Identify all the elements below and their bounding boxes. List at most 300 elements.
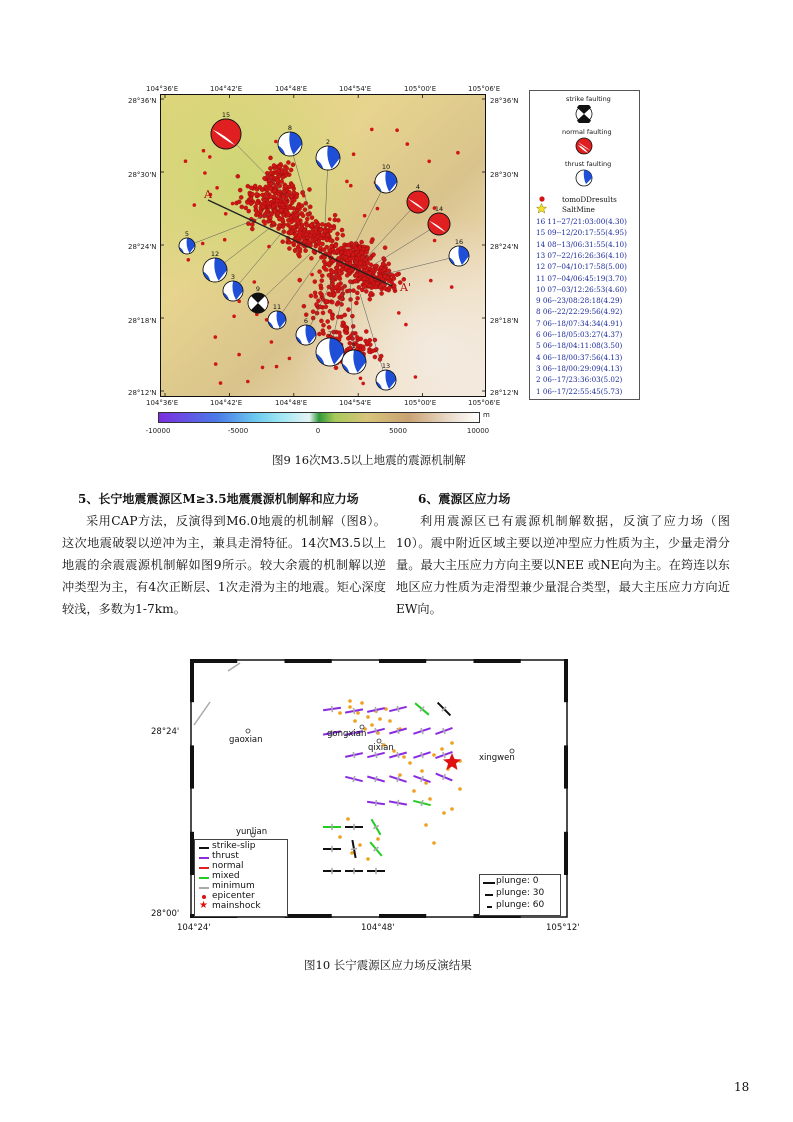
aftershock-dot <box>326 222 330 226</box>
aftershock-dot <box>333 275 337 279</box>
lon-tick-bot-1: 104°36'E <box>146 399 179 407</box>
aftershock-dot <box>238 188 242 192</box>
aftershock-dot <box>368 343 372 347</box>
aftershock-dot <box>381 262 385 266</box>
aftershock-dot <box>309 294 313 298</box>
aftershock-dot <box>293 233 297 237</box>
section5-title: 5、长宁地震震源区M≥3.5地震震源机制解和应力场 <box>78 492 359 506</box>
plunge-0: plunge: 0 <box>496 876 539 886</box>
aftershock-dot <box>276 211 280 215</box>
aftershock-dot <box>350 314 354 318</box>
epicenter-dot <box>388 719 392 723</box>
aftershock-dot <box>324 299 328 303</box>
aftershock-dot <box>404 323 408 327</box>
epicenter-dot <box>420 769 424 773</box>
aftershock-dot <box>258 209 262 213</box>
legend-tomo-dot <box>538 195 546 203</box>
aftershock-dot <box>334 244 338 248</box>
aftershock-dot <box>335 237 339 241</box>
epicenter-dot <box>366 715 370 719</box>
figure10 <box>150 655 590 945</box>
aftershock-dot <box>193 203 197 207</box>
aftershock-dot <box>289 194 293 198</box>
aftershock-dot <box>345 180 349 184</box>
epicenter-dot <box>450 807 454 811</box>
aftershock-dot <box>289 230 293 234</box>
lon-tick-top-1: 104°36'E <box>146 85 179 93</box>
aftershock-dot <box>360 240 364 244</box>
epicenter-dot <box>432 753 436 757</box>
lat-tick-left-3: 28°24'N <box>128 243 157 251</box>
aftershock-dot <box>309 256 313 260</box>
aftershock-dot <box>275 365 279 369</box>
aftershock-dot <box>348 257 352 261</box>
aftershock-dot <box>295 195 299 199</box>
aftershock-dot <box>355 335 359 339</box>
aftershock-dot <box>361 347 365 351</box>
aftershock-dot <box>307 187 311 191</box>
colorbar-tick-3: 0 <box>315 427 321 435</box>
aftershock-dot <box>392 284 396 288</box>
aftershock-dot <box>361 382 365 386</box>
beachball-number: 6 <box>303 317 309 325</box>
aftershock-dot <box>219 381 223 385</box>
aftershock-dot <box>232 315 236 319</box>
aftershock-dot <box>187 258 191 262</box>
lon-tick-105-12: 105°12' <box>546 923 580 933</box>
epicenter-dot <box>358 843 362 847</box>
aftershock-dot <box>319 319 323 323</box>
aftershock-dot <box>307 240 311 244</box>
aftershock-dot <box>325 245 329 249</box>
aftershock-dot <box>371 349 375 353</box>
aftershock-dot <box>253 280 257 284</box>
aftershock-dot <box>292 190 296 194</box>
legend-epicenter-swatch <box>202 895 206 899</box>
beachball-number: 3 <box>230 273 236 281</box>
lat-tick-left-4: 28°18'N <box>128 317 157 325</box>
aftershock-dot <box>313 291 317 295</box>
epicenter-dot <box>356 711 360 715</box>
epicenter-dot <box>458 787 462 791</box>
aftershock-dot <box>320 274 324 278</box>
lat-tick-left-2: 28°30'N <box>128 171 157 179</box>
aftershock-dot <box>323 229 327 233</box>
aftershock-dot <box>332 293 336 297</box>
aftershock-dot <box>314 219 318 223</box>
aftershock-dot <box>318 270 322 274</box>
legend-event-row: 13 07--22/16:26:36(4.10) <box>536 250 627 260</box>
aftershock-dot <box>330 270 334 274</box>
aftershock-dot <box>311 310 315 314</box>
aftershock-dot <box>255 201 259 205</box>
aftershock-dot <box>201 242 205 246</box>
legend-event-row: 12 07--04/10:17:58(5.00) <box>536 262 627 272</box>
aftershock-dot <box>317 332 321 336</box>
aftershock-dot <box>203 171 207 175</box>
aftershock-dot <box>298 247 302 251</box>
aftershock-dot <box>354 279 358 283</box>
aftershock-dot <box>253 184 257 188</box>
legend-event-row: 6 06--18/05:03:27(4.37) <box>536 330 623 339</box>
legend-event-row: 15 09--12/20:17:55(4.95) <box>536 228 627 238</box>
aftershock-dot <box>360 256 364 260</box>
aftershock-dot <box>351 289 355 293</box>
legend-event-row: 4 06--18/00:37:56(4.13) <box>536 352 623 362</box>
aftershock-dot <box>266 219 270 223</box>
town-gongxian: gongxian <box>327 729 367 739</box>
lon-tick-top-4: 104°54'E <box>339 85 372 93</box>
aftershock-dot <box>301 214 305 218</box>
aftershock-dot <box>278 217 282 221</box>
aftershock-dot <box>379 354 383 358</box>
aftershock-dot <box>279 208 283 212</box>
aftershock-dot <box>274 183 278 187</box>
aftershock-dot <box>261 366 265 370</box>
aftershock-dot <box>370 268 374 272</box>
aftershock-dot <box>327 261 331 265</box>
aftershock-dot <box>395 273 399 277</box>
aftershock-dot <box>304 233 308 237</box>
colorbar-tick-4: 5000 <box>389 427 407 435</box>
legend-strike-label: strike faulting <box>566 95 611 103</box>
aftershock-dot <box>360 251 364 255</box>
aftershock-dot <box>284 184 288 188</box>
aftershock-dot <box>298 233 302 237</box>
aftershock-dot <box>362 276 366 280</box>
aftershock-dot <box>318 241 322 245</box>
aftershock-dot <box>208 155 212 159</box>
aftershock-dot <box>347 251 351 255</box>
aftershock-dot <box>231 202 235 206</box>
beachball-number: 2 <box>325 138 331 146</box>
aftershock-dot <box>334 285 338 289</box>
aftershock-dot <box>310 230 314 234</box>
aftershock-dot <box>383 274 387 278</box>
legend-event-row: 9 06--23/08:28:18(4.29) <box>536 296 623 306</box>
aftershock-dot <box>281 175 285 179</box>
lon-tick-top-5: 105°00'E <box>404 85 437 93</box>
aftershock-dot <box>335 302 339 306</box>
aftershock-dot <box>332 330 336 334</box>
lat-tick-28-00: 28°00' <box>151 909 180 919</box>
aftershock-dot <box>290 183 294 187</box>
aftershock-dot <box>293 249 297 253</box>
aftershock-dot <box>245 200 249 204</box>
aftershock-dot <box>250 227 254 231</box>
lon-tick-bot-6: 105°06'E <box>468 399 501 407</box>
page-number: 18 <box>734 1080 750 1094</box>
aftershock-dot <box>338 277 342 281</box>
aftershock-dot <box>318 291 322 295</box>
aftershock-dot <box>280 179 284 183</box>
stress-bar-minimum <box>398 800 399 806</box>
stress-bar-minimum <box>351 849 357 850</box>
aftershock-dot <box>321 311 325 315</box>
lon-tick-top-2: 104°42'E <box>210 85 243 93</box>
aftershock-dot <box>223 238 227 242</box>
legend-thrust-swatch <box>199 857 209 859</box>
aftershock-dot <box>269 176 273 180</box>
legend-event-row: 2 06--17/23:36:03(5.02) <box>536 375 623 385</box>
aftershock-dot <box>215 186 219 190</box>
legend-thrust-label: thrust faulting <box>565 160 612 168</box>
aftershock-dot <box>269 171 273 175</box>
aftershock-dot <box>328 229 332 233</box>
legend-event-row: 8 06--22/22:29:56(4.92) <box>536 307 623 317</box>
aftershock-dot <box>335 249 339 253</box>
aftershock-dot <box>343 313 347 317</box>
colorbar-unit: m <box>483 411 490 419</box>
aftershock-dot <box>433 239 437 243</box>
epicenter-dot <box>378 717 382 721</box>
aftershock-dot <box>270 340 274 344</box>
aftershock-dot <box>369 278 373 282</box>
aftershock-dot <box>214 335 218 339</box>
aftershock-dot <box>336 218 340 222</box>
aftershock-dot <box>300 223 304 227</box>
aftershock-dot <box>304 249 308 253</box>
lat-tick-left-5: 28°12'N <box>128 389 157 397</box>
aftershock-dot <box>326 319 330 323</box>
aftershock-dot <box>379 284 383 288</box>
figure10-caption: 图10 长宁震源区应力场反演结果 <box>304 958 472 972</box>
beachball-number: 9 <box>255 285 261 293</box>
aftershock-dot <box>368 297 372 301</box>
aftershock-dot <box>364 329 368 333</box>
stress-bar-minimum <box>332 706 333 712</box>
aftershock-dot <box>328 238 332 242</box>
aftershock-dot <box>352 152 356 156</box>
aftershock-dot <box>310 216 314 220</box>
aftershock-dot <box>429 279 433 283</box>
aftershock-dot <box>214 362 218 366</box>
aftershock-dot <box>456 151 460 155</box>
epicenter-dot <box>424 823 428 827</box>
aftershock-dot <box>250 192 254 196</box>
aftershock-dot <box>326 233 330 237</box>
epicenter-dot <box>432 841 436 845</box>
lon-tick-bot-2: 104°42'E <box>210 399 243 407</box>
aftershock-dot <box>255 192 259 196</box>
aftershock-dot <box>263 222 267 226</box>
aftershock-dot <box>296 205 300 209</box>
legend-strike-slip: strike-slip <box>212 841 256 851</box>
legend-event-row: 3 06--18/00:29:09(4.13) <box>536 363 623 373</box>
aftershock-dot <box>370 240 374 244</box>
aftershock-dot <box>281 240 285 244</box>
beachball-number: 8 <box>287 124 293 132</box>
aftershock-dot <box>292 225 296 229</box>
aftershock-dot <box>450 285 454 289</box>
aftershock-dot <box>363 214 367 218</box>
aftershock-dot <box>351 324 355 328</box>
legend-normal-label: normal faulting <box>562 128 612 136</box>
aftershock-dot <box>346 308 350 312</box>
aftershock-dot <box>369 263 373 267</box>
town-yunlian: yunlian <box>236 827 268 837</box>
legend-normal-swatch <box>199 867 209 869</box>
aftershock-dot <box>327 325 331 329</box>
aftershock-dot <box>266 201 270 205</box>
stress-bar-minimum <box>354 708 355 714</box>
profile-label-a-prime: A' <box>400 281 411 294</box>
aftershock-dot <box>303 240 307 244</box>
aftershock-dot <box>369 291 373 295</box>
aftershock-dot <box>392 276 396 280</box>
legend-minimum-swatch <box>199 887 209 889</box>
town-qixian: qixian <box>368 743 394 753</box>
lat-tick-right-5: 28°12'N <box>490 389 519 397</box>
aftershock-dot <box>291 163 295 167</box>
aftershock-dot <box>268 156 272 160</box>
aftershock-dot <box>313 280 317 284</box>
lat-tick-left-1: 28°36'N <box>128 97 157 105</box>
aftershock-dot <box>300 204 304 208</box>
aftershock-dot <box>414 375 418 379</box>
aftershock-dot <box>339 246 343 250</box>
lat-tick-right-1: 28°36'N <box>490 97 519 105</box>
aftershock-dot <box>322 259 326 263</box>
aftershock-dot <box>280 203 284 207</box>
aftershock-dot <box>346 243 350 247</box>
aftershock-dot <box>371 253 375 257</box>
legend-event-row: 14 08--13/06:31:55(4.10) <box>536 239 627 249</box>
aftershock-dot <box>239 195 243 199</box>
aftershock-dot <box>328 293 332 297</box>
aftershock-dot <box>365 250 369 254</box>
aftershock-dot <box>288 357 292 361</box>
aftershock-dot <box>287 212 291 216</box>
aftershock-dot <box>295 219 299 223</box>
legend-strike-ball <box>575 105 593 123</box>
aftershock-dot <box>291 241 295 245</box>
epicenter-dot <box>428 797 432 801</box>
aftershock-dot <box>374 285 378 289</box>
aftershock-dot <box>340 293 344 297</box>
aftershock-dot <box>349 184 353 188</box>
aftershock-dot <box>277 165 281 169</box>
aftershock-dot <box>334 366 338 370</box>
aftershock-dot <box>287 246 291 250</box>
aftershock-dot <box>349 297 353 301</box>
elevation-colorbar <box>158 412 480 423</box>
legend-thrust-ball <box>575 169 593 187</box>
lon-tick-top-3: 104°48'E <box>275 85 308 93</box>
legend-minimum: minimum <box>212 881 255 891</box>
aftershock-dot <box>319 228 323 232</box>
aftershock-dot <box>364 289 368 293</box>
aftershock-dot <box>202 149 206 153</box>
aftershock-dot <box>320 222 324 226</box>
aftershock-dot <box>287 190 291 194</box>
beachball-number: 1 <box>351 342 357 350</box>
epicenter-dot <box>338 835 342 839</box>
legend-event-row: 10 07--03/12:26:53(4.60) <box>536 284 627 294</box>
aftershock-dot <box>308 205 312 209</box>
aftershock-dot <box>328 217 332 221</box>
aftershock-dot <box>303 208 307 212</box>
aftershock-dot <box>345 328 349 332</box>
aftershock-dot <box>324 305 328 309</box>
aftershock-dot <box>306 212 310 216</box>
legend-event-row: 16 11--27/21:03:00(4.30) <box>536 217 627 226</box>
aftershock-dot <box>378 274 382 278</box>
profile-label-a: A <box>204 188 212 201</box>
aftershock-dot <box>286 160 290 164</box>
aftershock-dot <box>305 223 309 227</box>
legend-normal: normal <box>212 861 244 871</box>
aftershock-dot <box>355 273 359 277</box>
aftershock-dot <box>344 255 348 259</box>
aftershock-dot <box>277 224 281 228</box>
lat-tick-right-2: 28°30'N <box>490 171 519 179</box>
aftershock-dot <box>246 380 250 384</box>
section6-body: 利用震源区已有震源机制解数据，反演了应力场（图10）。震中附近区域主要以逆冲型应力性质为主，少量走滑分量。最大主压应力方向主要以NEE 或NE向为主。在筠连以东地区应力性质为走滑型兼少量混合类型，最大主压应力方向近EW向。 <box>396 514 730 616</box>
lon-tick-104-48: 104°48' <box>361 923 395 933</box>
figure9 <box>128 85 518 440</box>
plunge-30: plunge: 30 <box>496 888 545 898</box>
aftershock-dot <box>310 273 314 277</box>
aftershock-dot <box>351 252 355 256</box>
aftershock-dot <box>274 202 278 206</box>
aftershock-dot <box>325 268 329 272</box>
epicenter-dot <box>412 789 416 793</box>
aftershock-dot <box>316 223 320 227</box>
legend-saltmine-label: SaltMine <box>562 205 595 214</box>
beachball-number: 11 <box>272 303 282 311</box>
aftershock-dot <box>368 256 372 260</box>
aftershock-dot <box>354 301 358 305</box>
aftershock-dot <box>348 280 352 284</box>
epicenter-dot <box>338 711 342 715</box>
aftershock-dot <box>383 246 387 250</box>
epicenter-dot <box>442 811 446 815</box>
aftershock-dot <box>224 212 228 216</box>
beachball-number: 10 <box>381 163 391 171</box>
legend-normal-ball <box>575 137 593 155</box>
aftershock-dot <box>272 163 276 167</box>
aftershock-dot <box>295 213 299 217</box>
aftershock-dot <box>337 331 341 335</box>
aftershock-dot <box>277 169 281 173</box>
aftershock-dot <box>341 233 345 237</box>
aftershock-dot <box>387 262 391 266</box>
aftershock-dot <box>249 186 253 190</box>
seismicity-map <box>160 94 486 397</box>
aftershock-dot <box>397 311 401 315</box>
lon-tick-104-24: 104°24' <box>177 923 211 933</box>
beachball-number: 7 <box>327 330 333 338</box>
epicenter-dot <box>376 837 380 841</box>
epicenter-dot <box>366 857 370 861</box>
aftershock-dot <box>356 296 360 300</box>
aftershock-dot <box>254 208 258 212</box>
plunge-60-swatch <box>487 906 492 908</box>
aftershock-dot <box>355 291 359 295</box>
aftershock-dot <box>289 168 293 172</box>
aftershock-dot <box>348 289 352 293</box>
aftershock-dot <box>275 178 279 182</box>
aftershock-dot <box>237 200 241 204</box>
aftershock-dot <box>302 304 306 308</box>
epicenter-dot <box>348 705 352 709</box>
epicenter-dot <box>450 741 454 745</box>
aftershock-dot <box>184 159 188 163</box>
plunge-30-swatch <box>485 894 493 896</box>
epicenter-dot <box>370 723 374 727</box>
aftershock-dot <box>382 267 386 271</box>
